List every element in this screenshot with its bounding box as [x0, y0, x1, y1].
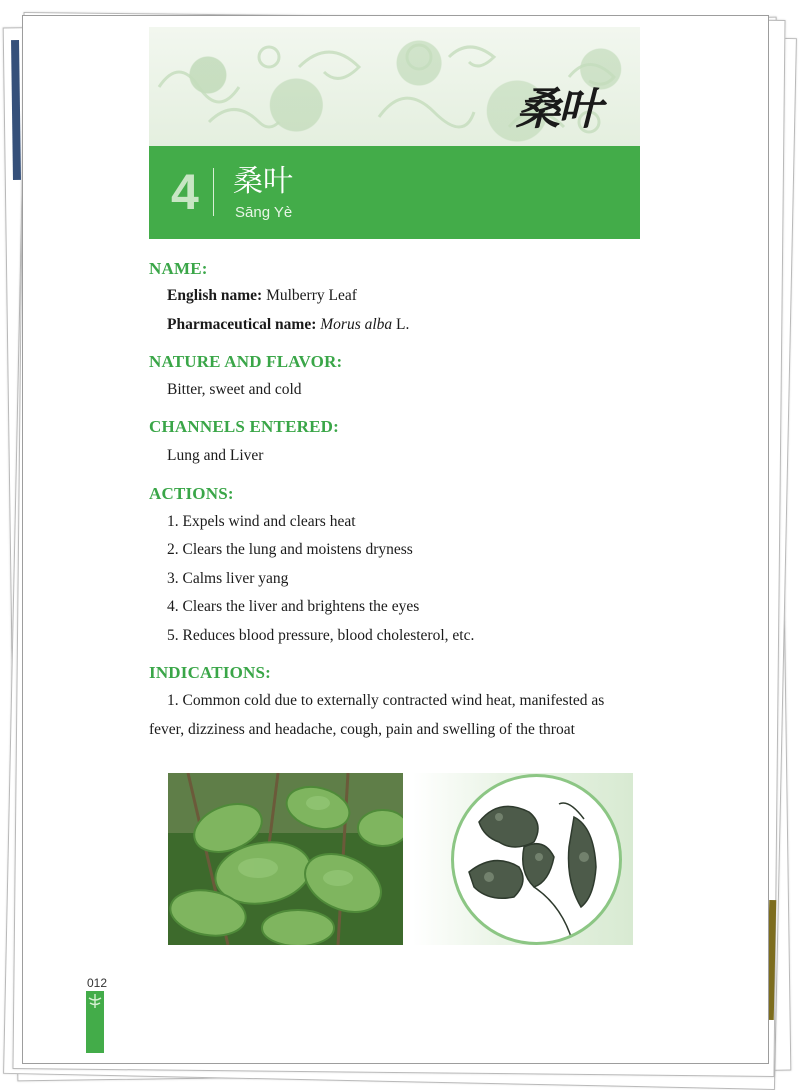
pharmaceutical-name-species: Morus alba — [320, 316, 393, 333]
cloud-pattern-banner — [149, 27, 640, 147]
pharmaceutical-name-label: Pharmaceutical name: — [167, 316, 317, 333]
action-item: 4. Clears the liver and brightens the eyes — [167, 598, 420, 615]
chapter-number: 4 — [171, 164, 199, 220]
herb-circle-frame — [451, 774, 622, 945]
calligraphy-title: 桑叶 — [516, 84, 600, 135]
mulberry-plant-photo — [168, 773, 403, 945]
english-name-value: Mulberry Leaf — [266, 287, 357, 304]
pharmaceutical-name-suffix: L. — [396, 316, 410, 333]
page-number: 012 — [87, 976, 108, 990]
title-divider — [213, 168, 214, 216]
dried-herb-illustration — [413, 773, 633, 945]
ornament-icon — [86, 993, 104, 1009]
section-heading-name: NAME: — [149, 259, 208, 278]
indication-line: fever, dizziness and headache, cough, pain and swelling of the throat — [149, 721, 575, 738]
english-name-line — [167, 287, 357, 305]
pharmaceutical-name-line — [167, 316, 409, 334]
action-item: 5. Reduces blood pressure, blood cholesterol, etc. — [167, 627, 475, 644]
action-item: 1. Expels wind and clears heat — [167, 513, 356, 530]
section-heading-channels: CHANNELS ENTERED: — [149, 417, 339, 436]
section-heading-actions: ACTIONS: — [149, 484, 234, 503]
chinese-title: 桑叶 — [233, 164, 293, 199]
nature-text: Bitter, sweet and cold — [167, 381, 302, 398]
action-item: 2. Clears the lung and moistens dryness — [167, 541, 413, 558]
page-tab — [86, 991, 104, 1053]
channels-text: Lung and Liver — [167, 447, 264, 464]
pinyin-title: Sāng Yè — [235, 204, 293, 221]
chapter-title-bar — [149, 146, 640, 239]
section-heading-indications: INDICATIONS: — [149, 663, 272, 682]
section-heading-nature: NATURE AND FLAVOR: — [149, 352, 343, 371]
english-name-label: English name: — [167, 287, 263, 304]
action-item: 3. Calms liver yang — [167, 570, 289, 587]
indication-line: 1. Common cold due to externally contracted wind heat, manifested as — [167, 692, 605, 709]
book-page — [22, 15, 769, 1064]
